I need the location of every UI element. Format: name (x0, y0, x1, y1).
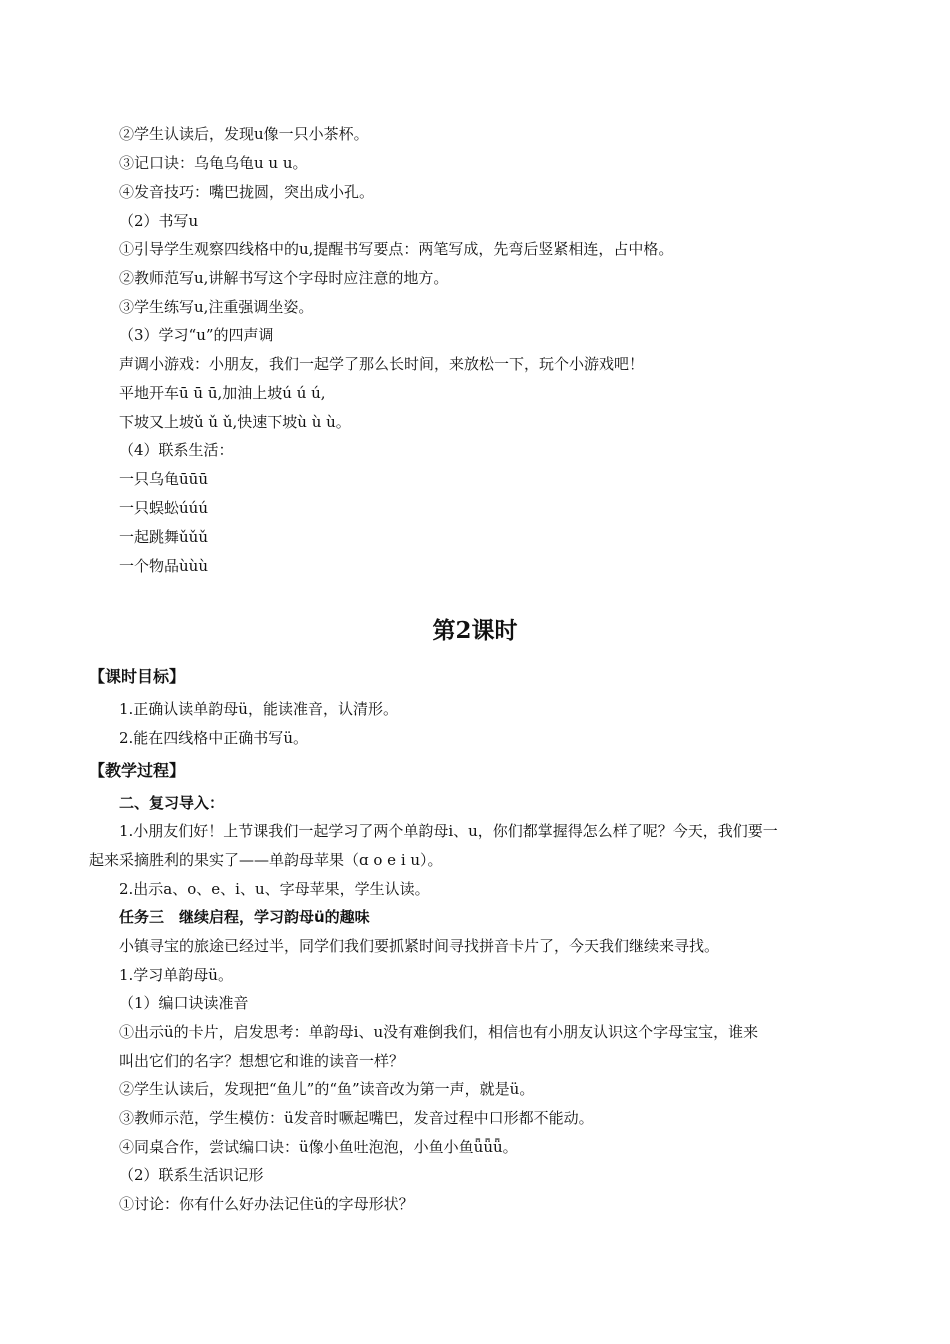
text-line: ③教师示范，学生模仿：ü发音时噘起嘴巴，发音过程中口形都不能动。 (119, 1109, 594, 1127)
text-line: 叫出它们的名字？想想它和谁的读音一样？ (119, 1052, 405, 1070)
process-heading: 【教学过程】 (89, 761, 186, 780)
text-line: ②学生认读后，发现u像一只小茶杯。 (119, 125, 369, 143)
text-line: 2.出示a、o、e、i、u、字母苹果，学生认读。 (119, 880, 430, 898)
text-line: ①出示ü的卡片，启发思考：单韵母i、u没有难倒我们，相信也有小朋友认识这个字母宝宝，谁来 (119, 1023, 759, 1041)
text-line: ②教师范写u,讲解书写这个字母时应注意的地方。 (119, 269, 449, 287)
section-heading: 二、复习导入： (119, 794, 225, 812)
text-line: （2）书写u (119, 212, 199, 230)
text-line: 起来采摘胜利的果实了——单韵母苹果（ɑ o e i u）。 (89, 851, 443, 869)
text-line: （3）学习“u”的四声调 (119, 326, 274, 344)
goal-item: 1.正确认读单韵母ü，能读准音，认清形。 (119, 700, 398, 718)
text-line: ④同桌合作，尝试编口诀：ü像小鱼吐泡泡，小鱼小鱼ǖǖǖ。 (119, 1138, 518, 1156)
goal-item: 2.能在四线格中正确书写ü。 (119, 729, 308, 747)
text-line: ②学生认读后，发现把“鱼儿”的“鱼”读音改为第一声，就是ü。 (119, 1080, 535, 1098)
text-line: 下坡又上坡ǔ ǔ ǔ,快速下坡ù ù ù。 (119, 413, 351, 431)
task-heading: 任务三 继续启程，学习韵母ü的趣味 (119, 908, 370, 926)
text-line: 平地开车ū ū ū,加油上坡ú ú ú, (119, 384, 326, 402)
text-line: （2）联系生活识记形 (119, 1166, 264, 1184)
text-line: ③学生练写u,注重强调坐姿。 (119, 298, 314, 316)
text-line: ④发音技巧：嘴巴拢圆，突出成小孔。 (119, 183, 375, 201)
text-line: 1.学习单韵母ü。 (119, 966, 233, 984)
text-line: ③记口诀：乌龟乌龟u u u。 (119, 154, 308, 172)
text-line: （1）编口诀读准音 (119, 994, 249, 1012)
text-line: 一只乌龟ūūū (119, 470, 208, 488)
text-line: 小镇寻宝的旅途已经过半，同学们我们要抓紧时间寻找拼音卡片了，今天我们继续来寻找。 (119, 937, 720, 955)
goals-heading: 【课时目标】 (89, 667, 186, 686)
text-line: ①引导学生观察四线格中的u,提醒书写要点：两笔写成，先弯后竖紧相连，占中格。 (119, 240, 674, 258)
text-line: （4）联系生活： (119, 441, 234, 459)
text-line: ①讨论：你有什么好办法记住ü的字母形状？ (119, 1195, 414, 1213)
text-line: 声调小游戏：小朋友，我们一起学了那么长时间，来放松一下，玩个小游戏吧！ (119, 355, 645, 373)
text-line: 一个物品ùùù (119, 557, 208, 575)
text-line: 一只蜈蚣úúú (119, 499, 208, 517)
lesson-title: 第2课时 (432, 617, 518, 644)
text-line: 1.小朋友们好！上节课我们一起学习了两个单韵母i、u，你们都掌握得怎么样了呢？今天，我们要一 (119, 822, 778, 840)
text-line: 一起跳舞ǔǔǔ (119, 528, 208, 546)
